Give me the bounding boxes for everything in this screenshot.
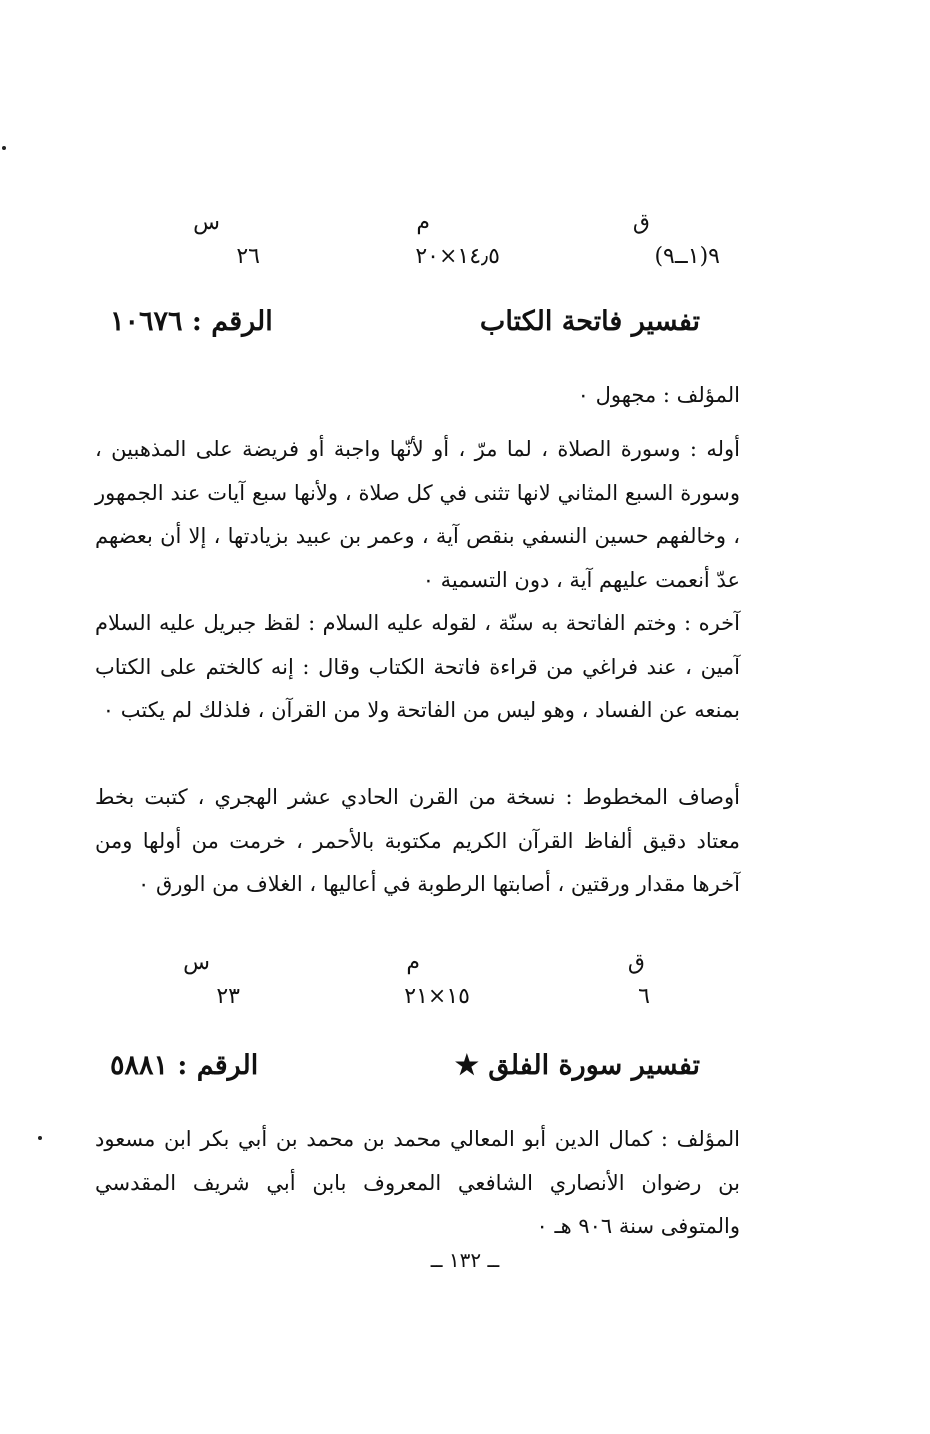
entry-1-specs	[180, 210, 740, 278]
spec-value-m: ١٥×٢١	[404, 984, 470, 1009]
entry-number: الرقم : ٥٨٨١	[110, 1050, 259, 1081]
explicit-paragraph: آخره : وختم الفاتحة به سنّة ، لقوله عليه السلام : لقظ جبريل عليه السلام آمين ، عند فراغي من قراءة فاتحة الكتاب وقال : إنه كالختم على الكتاب بمنعه عن الفساد ، وهو ليس من الفاتحة ولا من القرآن ، فلذلك لم يكتب ٠	[95, 611, 740, 722]
entry-title: تفسير فاتحة الكتاب	[479, 306, 700, 337]
entry-1-heading	[110, 306, 700, 350]
spec-value-m: ١٤٫٥×٢٠	[415, 244, 500, 269]
spec-value-s: ٢٦	[236, 244, 260, 269]
spec-header-s: س	[193, 210, 220, 235]
spec-header-s: س	[183, 950, 210, 975]
spec-value-q: ٦	[638, 984, 650, 1009]
scan-speck	[38, 1136, 42, 1140]
entry-number: الرقم : ١٠٦٧٦	[110, 306, 273, 337]
page-number: ــ ١٣٢ ــ	[430, 1248, 500, 1272]
entry-2-heading	[110, 1050, 700, 1094]
spec-header-q: ق	[632, 210, 650, 235]
description-paragraph: أوصاف المخطوط : نسخة من القرن الحادي عشر الهجري ، كتبت بخط معتاد دقيق ألفاظ القرآن الكريم مكتوبة بالأحمر ، خرمت من أولها ومن آخرها مقدار ورقتين ، أصابتها الرطوبة في أعاليها ، الغلاف من الورق ٠	[95, 785, 740, 896]
author-paragraph: المؤلف : كمال الدين أبو المعالي محمد بن محمد بن أبي بكر ابن مسعود بن رضوان الأنصاري الشافعي المعروف بابن أبي شريف المقدسي والمتوفى سنة ٩٠٦ هـ ٠	[95, 1127, 740, 1238]
spec-value-s: ٢٣	[216, 984, 240, 1009]
spec-header-m: م	[416, 210, 430, 235]
specs-value-row	[180, 244, 740, 278]
spec-value-q: ٩(١ــ٩)	[654, 244, 720, 269]
specs-value-row	[180, 984, 740, 1018]
scan-speck	[2, 146, 6, 150]
specs-header-row	[180, 210, 740, 244]
entry-2-specs	[180, 950, 740, 1018]
specs-header-row	[180, 950, 740, 984]
spec-header-m: م	[406, 950, 420, 975]
spec-header-q: ق	[627, 950, 645, 975]
entry-title: تفسير سورة الفلق ★	[454, 1050, 700, 1081]
author-paragraph: المؤلف : مجهول ٠	[577, 383, 740, 407]
incipit-paragraph: أوله : وسورة الصلاة ، لما مرّ ، أو لأنّها واجبة أو فريضة على المذهبين ، وسورة السبع المثاني لانها تثنى في كل صلاة ، ولأنها سبع آيات عند الجمهور ، وخالفهم حسين النسفي بنقص آية ، وعمر بن عبيد بزيادتها ، إلا أن بعضهم عدّ أنعمت عليهم آية ، دون التسمية ٠	[95, 437, 740, 592]
